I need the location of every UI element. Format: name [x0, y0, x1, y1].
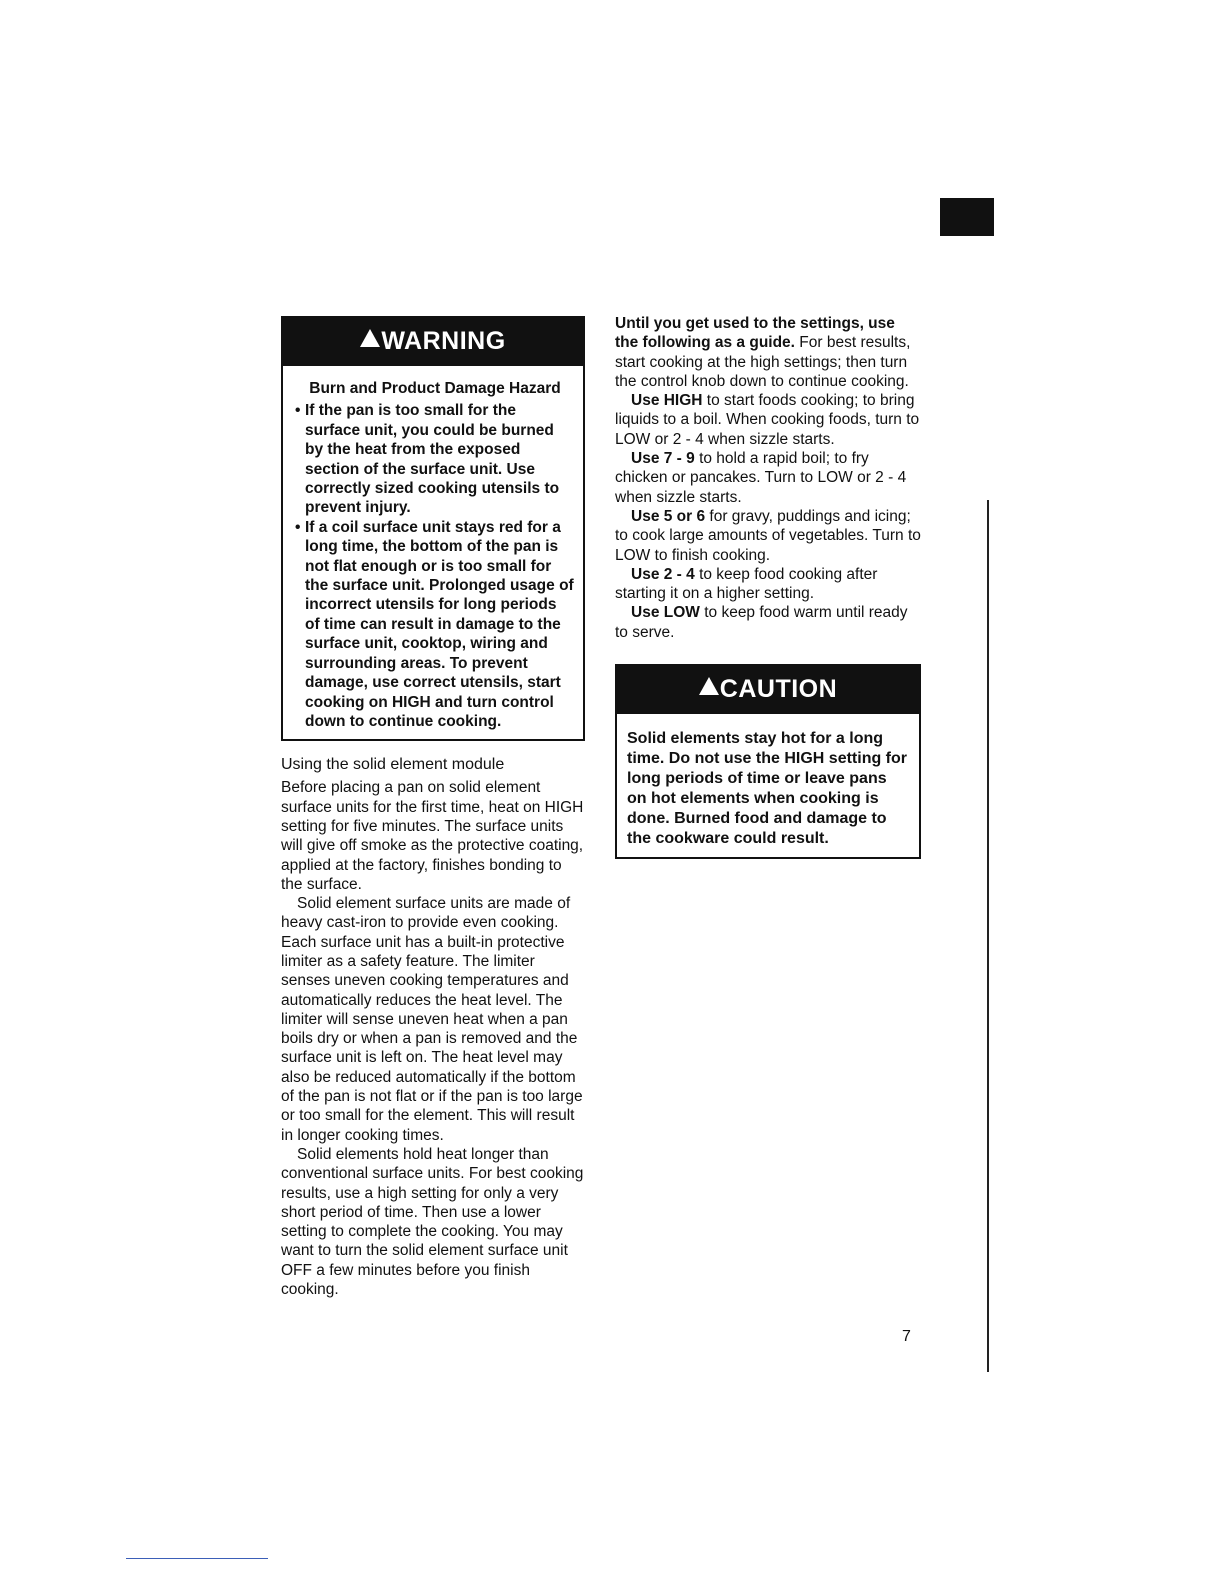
- guide-item-text: to hold a rapid boil; to fry chicken or pancakes. Turn to LOW or 2 - 4 when sizzle starts.: [615, 450, 907, 506]
- guide-item-label: Use 2 - 4: [631, 565, 695, 583]
- caution-header: [617, 664, 919, 714]
- warning-header: [283, 316, 583, 366]
- guide-item-text: for gravy, puddings and icing; to cook large amounts of vegetables. Turn to LOW to finish cooking.: [615, 507, 921, 564]
- bullet-dot-icon: •: [295, 518, 301, 536]
- guide-item: [615, 565, 921, 604]
- guide-item-label: Use HIGH: [631, 392, 703, 410]
- guide-intro: [615, 314, 921, 391]
- footer-rule: [126, 1558, 268, 1559]
- guide-item: [615, 603, 921, 642]
- guide-item: [615, 507, 921, 565]
- paragraph: Solid elements hold heat longer than conventional surface units. For best cooking results, use a high setting for only a very short period of time. Then use a lower setting to complete the cooking. You may want to turn the solid element surface unit OFF a few minutes before you finish cooking.: [281, 1145, 584, 1299]
- warning-bullet: [295, 518, 575, 731]
- left-column: [281, 316, 585, 1299]
- guide-item-label: Use LOW: [631, 604, 700, 622]
- guide-item: [615, 391, 921, 449]
- guide-intro-bold: Until you get used to the settings, use the following as a guide.: [615, 315, 895, 352]
- caution-triangle-icon: [699, 677, 719, 695]
- guide-item-label: Use 5 or 6: [631, 507, 706, 525]
- guide-item: [615, 449, 921, 507]
- caution-box: [615, 664, 921, 859]
- guide-item-text: to keep food warm until ready to serve.: [615, 604, 908, 641]
- guide-intro-text: For best results, start cooking at the high settings; then turn the control knob down to continue cooking.: [615, 334, 911, 390]
- guide-item-text: to keep food cooking after starting it on a higher setting.: [615, 565, 878, 603]
- paragraph: Before placing a pan on solid element surface units for the first time, heat on HIGH setting for five minutes. The surface units will give off smoke as the protective coating, applied at the factory, finishes bonding to the surface.: [281, 779, 584, 893]
- guide-item-text: to start foods cooking; to bring liquids to a boil. When cooking foods, turn to LOW or 2 - 4 when sizzle starts.: [615, 392, 920, 448]
- caution-title: CAUTION: [719, 675, 838, 704]
- warning-bullet: [295, 401, 575, 517]
- caution-body: Solid elements stay hot for a long time. Do not use the HIGH setting for long periods of time or leave pans on hot elements when cooking is done. Burned food and damage to the cookware could result.: [627, 730, 908, 848]
- paragraph: Solid element surface units are made of heavy cast-iron to provide even cooking. Each surface unit has a built-in protective limiter as a safety feature. The limiter senses uneven cooking temperatures and automatically reduces the heat level. The limiter will sense uneven heat when a pan boils dry or when a pan is removed and the surface unit is left on. The heat level may also be reduced automatically if the bottom of the pan is not flat or if the pan is too large or too small for the element. This will result in longer cooking times.: [281, 895, 583, 1144]
- guide-item-label: Use 7 - 9: [631, 450, 695, 468]
- section-heading: Using the solid element module: [281, 756, 505, 774]
- right-column: [615, 314, 921, 859]
- warning-triangle-icon: [360, 329, 380, 347]
- warning-body: [283, 366, 583, 739]
- warning-box: [281, 316, 585, 741]
- page-edge-line: [987, 500, 989, 1372]
- warning-hazard: Burn and Product Damage Hazard: [309, 380, 561, 397]
- warning-bullet-text: If a coil surface unit stays red for a long time, the bottom of the pan is not flat enough or is too small for the surface unit. Prolonged usage of incorrect utensils for long periods of time can result in damage to the surface unit, cooktop, wiring and surrounding areas. To prevent damage, use correct utensils, start cooking on HIGH and turn control down to continue cooking.: [305, 518, 574, 730]
- section-tab-mark: [940, 198, 994, 236]
- warning-title: WARNING: [381, 327, 506, 355]
- warning-bullet-text: If the pan is too small for the surface unit, you could be burned by the heat from the exposed section of the surface unit. Use correctly sized cooking utensils to prevent injury.: [305, 402, 560, 517]
- bullet-dot-icon: •: [295, 402, 301, 420]
- page-number: 7: [902, 1328, 911, 1345]
